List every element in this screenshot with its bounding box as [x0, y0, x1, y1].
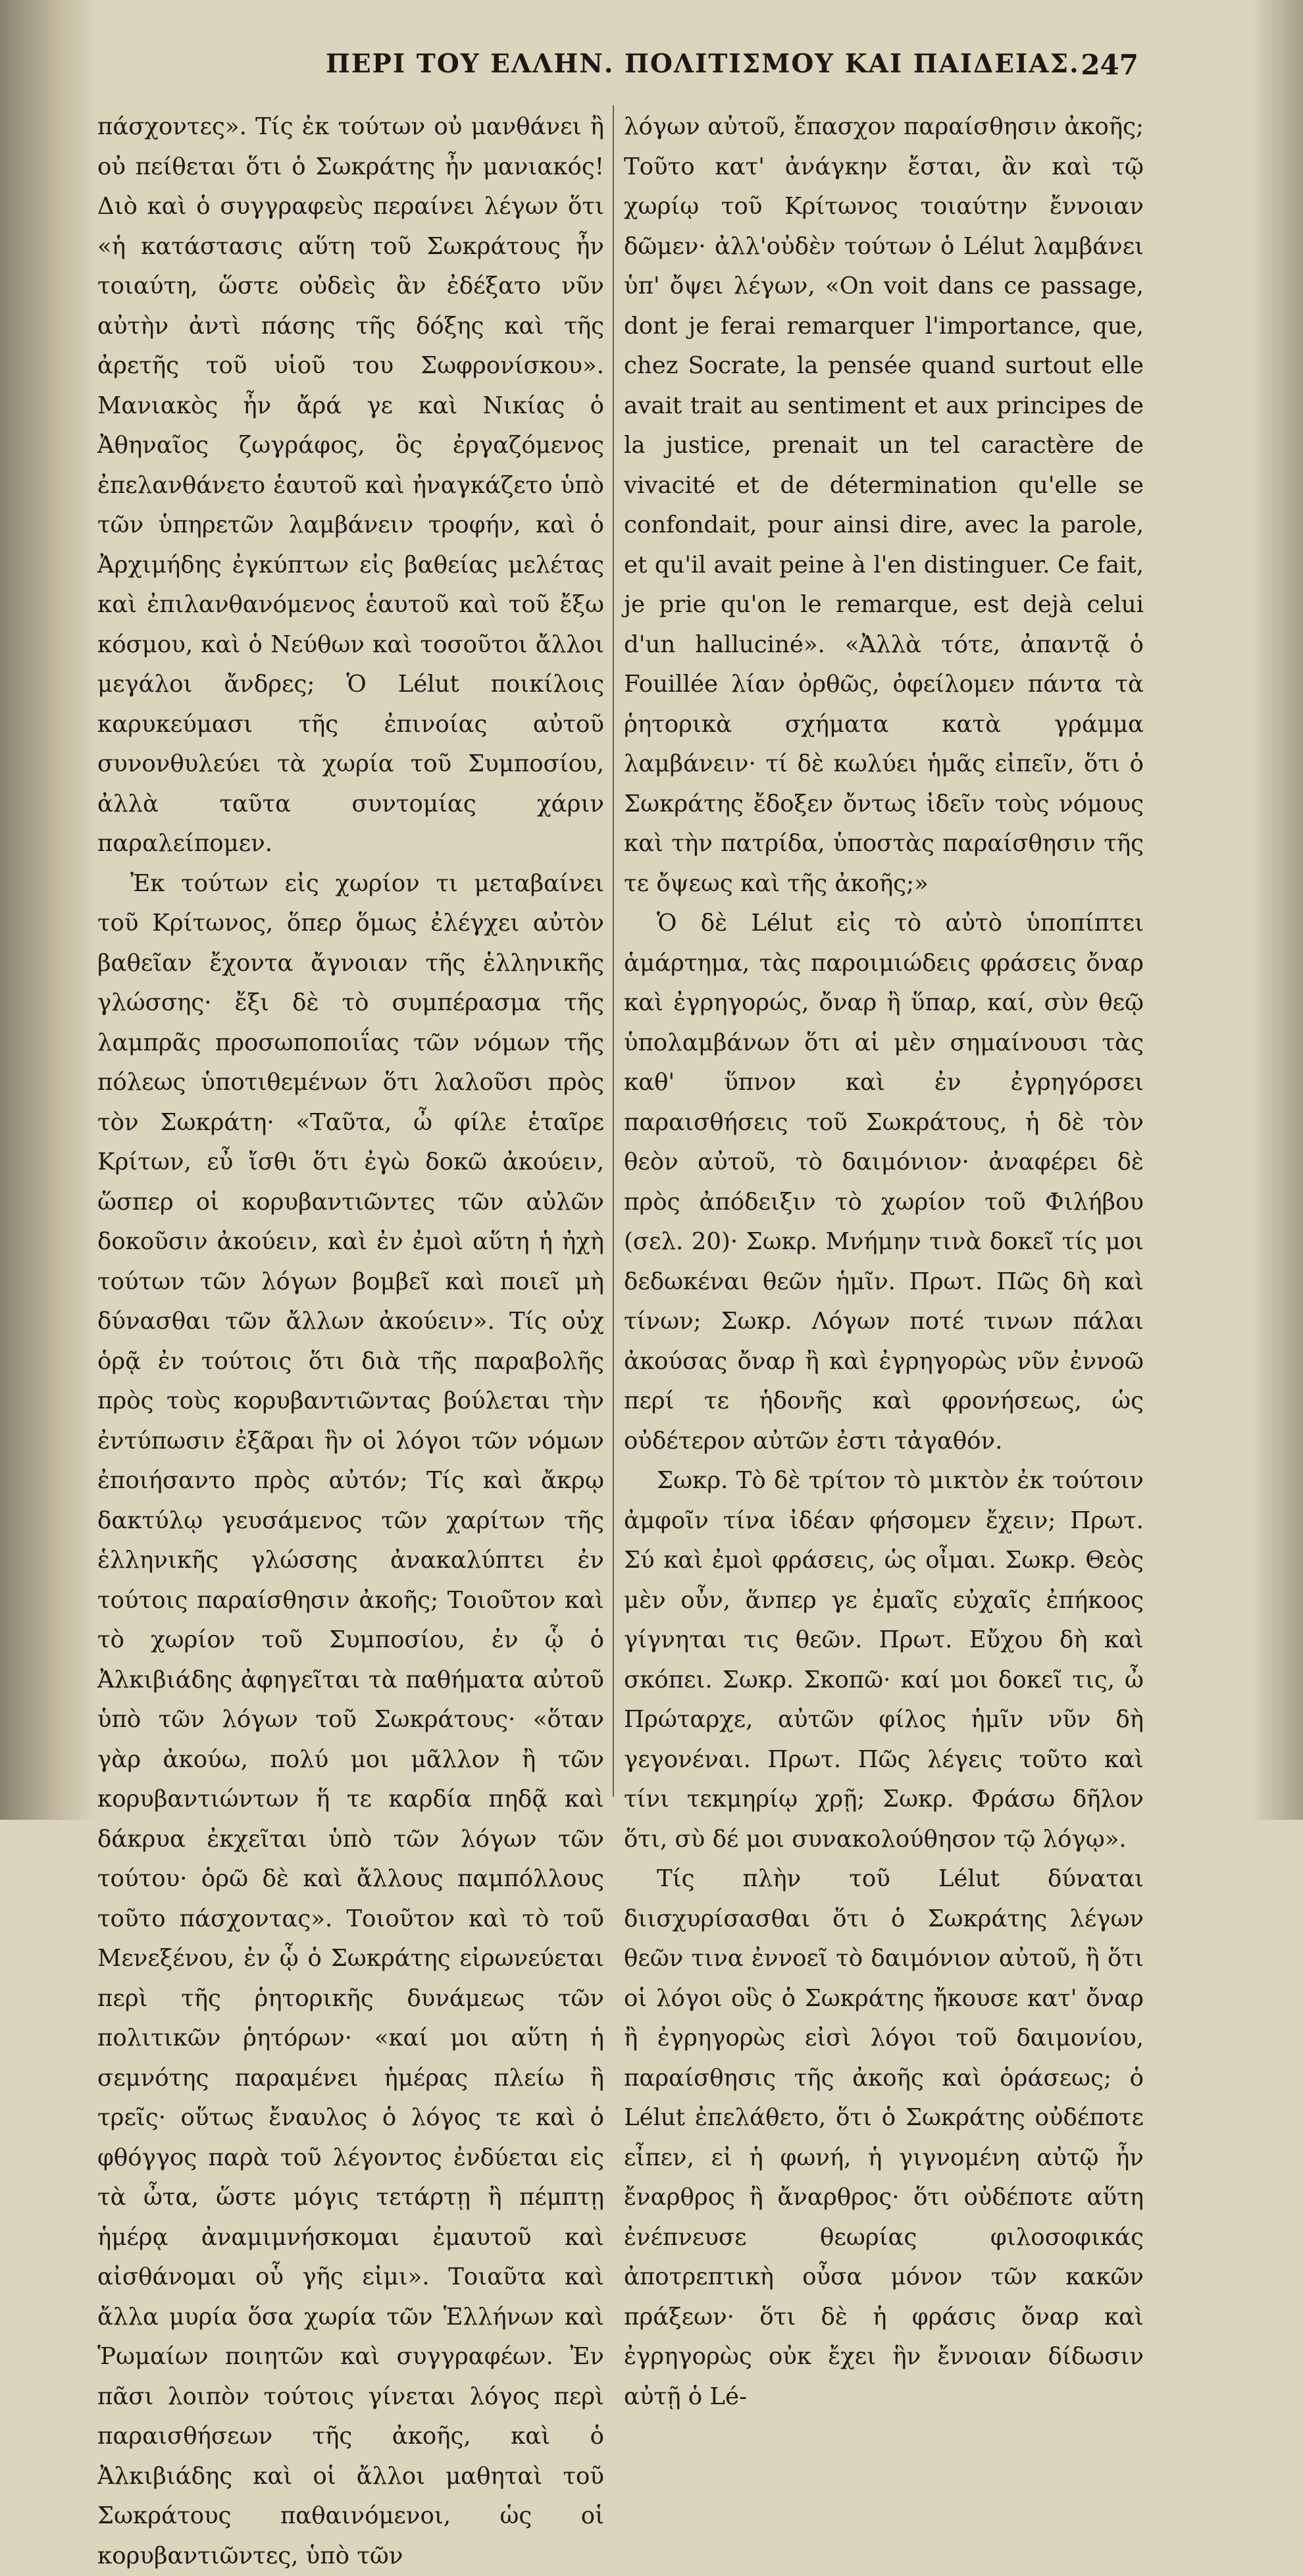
page-number: 247: [1081, 49, 1138, 81]
paragraph: Σωκρ. Τὸ δὲ τρίτον τὸ μικτὸν ἐκ τούτοιν ἀμφοῖν τίνα ἰδέαν φήσομεν ἔχειν; Πρωτ. Σύ καὶ ἐμοὶ φράσεις, ὡς οἶμαι. Σωκρ. Θεὸς μὲν οὖν, ἅνπερ γε ἐμαῖς εὐχαῖς ἐπήκοος γίγνηται τις θεῶν. Πρωτ. Εὔχου δὴ καὶ σκόπει. Σωκρ. Σκοπῶ· καί μοι δοκεῖ τις, ὦ Πρώταρχε, αὐτῶν φίλος ἡμῖν νῦν δὴ γεγονέναι. Πρωτ. Πῶς λέγεις τοῦτο καὶ τίνι τεκμηρίῳ χρῇ; Σωκρ. Φράσω δῆλον ὅτι, σὺ δέ μοι συνακολούθησον τῷ λόγῳ».: [624, 1461, 1144, 1859]
running-title: ΠΕΡΙ ΤΟΥ ΕΛΛΗΝ. ΠΟΛΙΤΙΣΜΟΥ ΚΑΙ ΠΑΙΔΕΙΑΣ.: [326, 49, 1080, 79]
paragraph: Ἐκ τούτων εἰς χωρίον τι μεταβαίνει τοῦ Κρίτωνος, ὅπερ ὅμως ἐλέγχει αὐτὸν βαθεῖαν ἔχοντα ἄγνοιαν τῆς ἑλληνικῆς γλώσσης· ἔξι δὲ τὸ συμπέρασμα τῆς λαμπρᾶς προσωποποιΐας τῶν νόμων τῆς πόλεως ὑποτιθεμένων ὅτι λαλοῦσι πρὸς τὸν Σωκράτη· «Ταῦτα, ὦ φίλε ἑταῖρε Κρίτων, εὖ ἴσθι ὅτι ἐγὼ δοκῶ ἀκούειν, ὥσπερ οἱ κορυβαντιῶντες τῶν αὐλῶν δοκοῦσιν ἀκούειν, καὶ ἐν ἐμοὶ αὕτη ἡ ἠχὴ τούτων τῶν λόγων βομβεῖ καὶ ποιεῖ μὴ δύνασθαι τῶν ἄλλων ἀκούειν». Τίς οὐχ ὁρᾷ ἐν τούτοις ὅτι διὰ τῆς παραβολῆς πρὸς τοὺς κορυβαντιῶντας βούλεται τὴν ἐντύπωσιν ἐξᾶραι ἣν οἱ λόγοι τῶν νόμων ἐποιήσαντο πρὸς αὐτόν; Τίς καὶ ἄκρῳ δακτύλῳ γευσάμενος τῶν χαρίτων τῆς ἑλληνικῆς γλώσσης ἀνακαλύπτει ἐν τούτοις παραίσθησιν ἀκοῆς; Τοιοῦτον καὶ τὸ χωρίον τοῦ Συμποσίου, ἐν ᾧ ὁ Ἀλκιβιάδης ἀφηγεῖται τὰ παθήματα αὐτοῦ ὑπὸ τῶν λόγων τοῦ Σωκράτους· «ὅταν γὰρ ἀκούω, πολύ μοι μᾶλλον ἢ τῶν κορυβαντιώντων ἥ τε καρδία πηδᾷ καὶ δάκρυα ἐκχεῖται ὑπὸ τῶν λόγων τῶν τούτου· ὁρῶ δὲ καὶ ἄλλους παμπόλλους τοῦτο πάσχοντας». Τοιοῦτον καὶ τὸ τοῦ Μενεξένου, ἐν ᾧ ὁ Σωκράτης εἰρωνεύεται περὶ τῆς ῥητορικῆς δυνάμεως τῶν πολιτικῶν ῥητόρων· «καί μοι αὕτη ἡ σεμνότης παραμένει ἡμέρας πλείω ἢ τρεῖς· οὕτως ἔναυλος ὁ λόγος τε καὶ ὁ φθόγγος παρὰ τοῦ λέγοντος ἐνδύεται εἰς τὰ ὦτα, ὥστε μόγις τετάρτῃ ἢ πέμπτῃ ἡμέρᾳ ἀναμιμνήσκομαι ἐμαυτοῦ καὶ αἰσθάνομαι οὗ γῆς εἰμι». Τοιαῦτα καὶ ἄλλα μυρία ὅσα χωρία τῶν Ἑλλήνων καὶ Ῥωμαίων ποιητῶν καὶ συγγραφέων. Ἐν πᾶσι λοιπὸν τούτοις γίνεται λόγος περὶ παραισθήσεων τῆς ἀκοῆς, καὶ ὁ Ἀλκιβιάδης καὶ οἱ ἄλλοι μαθηταὶ τοῦ Σωκράτους παθαινόμενοι, ὡς οἱ κορυβαντιῶντες, ὑπὸ τῶν: [97, 864, 604, 2576]
paragraph: πάσχοντες». Τίς ἐκ τούτων οὐ μανθάνει ἢ οὐ πείθεται ὅτι ὁ Σωκράτης ἦν μανιακός! Διὸ καὶ ὁ συγγραφεὺς περαίνει λέγων ὅτι «ἡ κατάστασις αὕτη τοῦ Σωκράτους ἦν τοιαύτη, ὥστε οὐδεὶς ἂν ἐδέξατο νῦν αὐτὴν ἀντὶ πάσης τῆς δόξης καὶ τῆς ἀρετῆς τοῦ υἱοῦ του Σωφρονίσκου». Μανιακὸς ἦν ἄρά γε καὶ Νικίας ὁ Ἀθηναῖος ζωγράφος, ὃς ἐργαζόμενος ἐπελανθάνετο ἑαυτοῦ καὶ ἠναγκάζετο ὑπὸ τῶν ὑπηρετῶν λαμβάνειν τροφήν, καὶ ὁ Ἀρχιμήδης ἐγκύπτων εἰς βαθείας μελέτας καὶ ἐπιλανθανόμενος ἑαυτοῦ καὶ τοῦ ἔξω κόσμου, καὶ ὁ Νεύθων καὶ τοσοῦτοι ἄλλοι μεγάλοι ἄνδρες; Ὁ Lélut ποικίλοις καρυκεύμασι τῆς ἐπινοίας αὐτοῦ συνονθυλεύει τὰ χωρία τοῦ Συμποσίου, ἀλλὰ ταῦτα συντομίας χάριν παραλείπομεν.: [97, 107, 604, 864]
page-shadow-left: [0, 0, 99, 1820]
paragraph: λόγων αὐτοῦ, ἔπασχον παραίσθησιν ἀκοῆς; Τοῦτο κατ' ἀνάγκην ἔσται, ἂν καὶ τῷ χωρίῳ τοῦ Κρίτωνος τοιαύτην ἔννοιαν δῶμεν· ἀλλ'οὐδὲν τούτων ὁ Lélut λαμβάνει ὑπ' ὄψει λέγων, «On voit dans ce passage, dont je ferai remarquer l'importance, que, chez Socrate, la pensée quand surtout elle avait trait au sentiment et aux principes de la justice, prenait un tel caractère de vivacité et de détermination qu'elle se confondait, pour ainsi dire, avec la parole, et qu'il avait peine à l'en distinguer. Ce fait, je prie qu'on le remarque, est dejà celui d'un halluciné». «Ἀλλὰ τότε, ἀπαντᾷ ὁ Fouillée λίαν ὀρθῶς, ὀφείλομεν πάντα τὰ ῥητορικὰ σχήματα κατὰ γράμμα λαμβάνειν· τί δὲ κωλύει ἡμᾶς εἰπεῖν, ὅτι ὁ Σωκράτης ἔδοξεν ὄντως ἰδεῖν τοὺς νόμους καὶ τὴν πατρίδα, ὑποστὰς παραίσθησιν τῆς τε ὄψεως καὶ τῆς ἀκοῆς;»: [624, 107, 1144, 904]
column-divider: [613, 105, 614, 1797]
right-column: [624, 107, 1144, 1799]
paragraph: Ὁ δὲ Lélut εἰς τὸ αὐτὸ ὑποπίπτει ἁμάρτημα, τὰς παροιμιώδεις φράσεις ὄναρ καὶ ἐγρηγορώς, ὄναρ ἢ ὕπαρ, καί, σὺν θεῷ ὑπολαμβάνων ὅτι αἱ μὲν σημαίνουσι τὰς καθ' ὕπνον καὶ ἐν ἐγρηγόρσει παραισθήσεις τοῦ Σωκράτους, ἡ δὲ τὸν θεὸν αὐτοῦ, τὸ δαιμόνιον· ἀναφέρει δὲ πρὸς ἀπόδειξιν τὸ χωρίον τοῦ Φιλήβου (σελ. 20)· Σωκρ. Μνήμην τινὰ δοκεῖ τίς μοι δεδωκέναι θεῶν ἡμῖν. Πρωτ. Πῶς δὴ καὶ τίνων; Σωκρ. Λόγων ποτέ τινων πάλαι ἀκούσας ὄναρ ἢ καὶ ἐγρηγορὼς νῦν ἐννοῶ περί τε ἡδονῆς καὶ φρονήσεως, ὡς οὐδέτερον αὐτῶν ἐστι τἀγαθόν.: [624, 904, 1144, 1461]
left-column: [97, 107, 604, 1799]
page-header: [99, 49, 1138, 101]
paragraph: Τίς πλὴν τοῦ Lélut δύναται διισχυρίσασθαι ὅτι ὁ Σωκράτης λέγων θεῶν τινα ἐννοεῖ τὸ δαιμόνιον αὐτοῦ, ἢ ὅτι οἱ λόγοι οὓς ὁ Σωκράτης ἤκουσε κατ' ὄναρ ἢ ἐγρηγορὼς εἰσὶ λόγοι τοῦ δαιμονίου, παραίσθησις τῆς ἀκοῆς καὶ ὁράσεως; ὁ Lélut ἐπελάθετο, ὅτι ὁ Σωκράτης οὐδέποτε εἶπεν, εἰ ἡ φωνή, ἡ γιγνομένη αὐτῷ ἦν ἔναρθρος ἢ ἄναρθρος· ὅτι οὐδέποτε αὕτη ἐνέπνευσε θεωρίας φιλοσοφικάς ἀποτρεπτικὴ οὖσα μόνον τῶν κακῶν πράξεων· ὅτι δὲ ἡ φράσις ὄναρ καὶ ἐγρηγορὼς οὐκ ἔχει ἣν ἔννοιαν δίδωσιν αὐτῇ ὁ Lé-: [624, 1859, 1144, 2417]
page-shadow-right: [1250, 0, 1303, 1820]
